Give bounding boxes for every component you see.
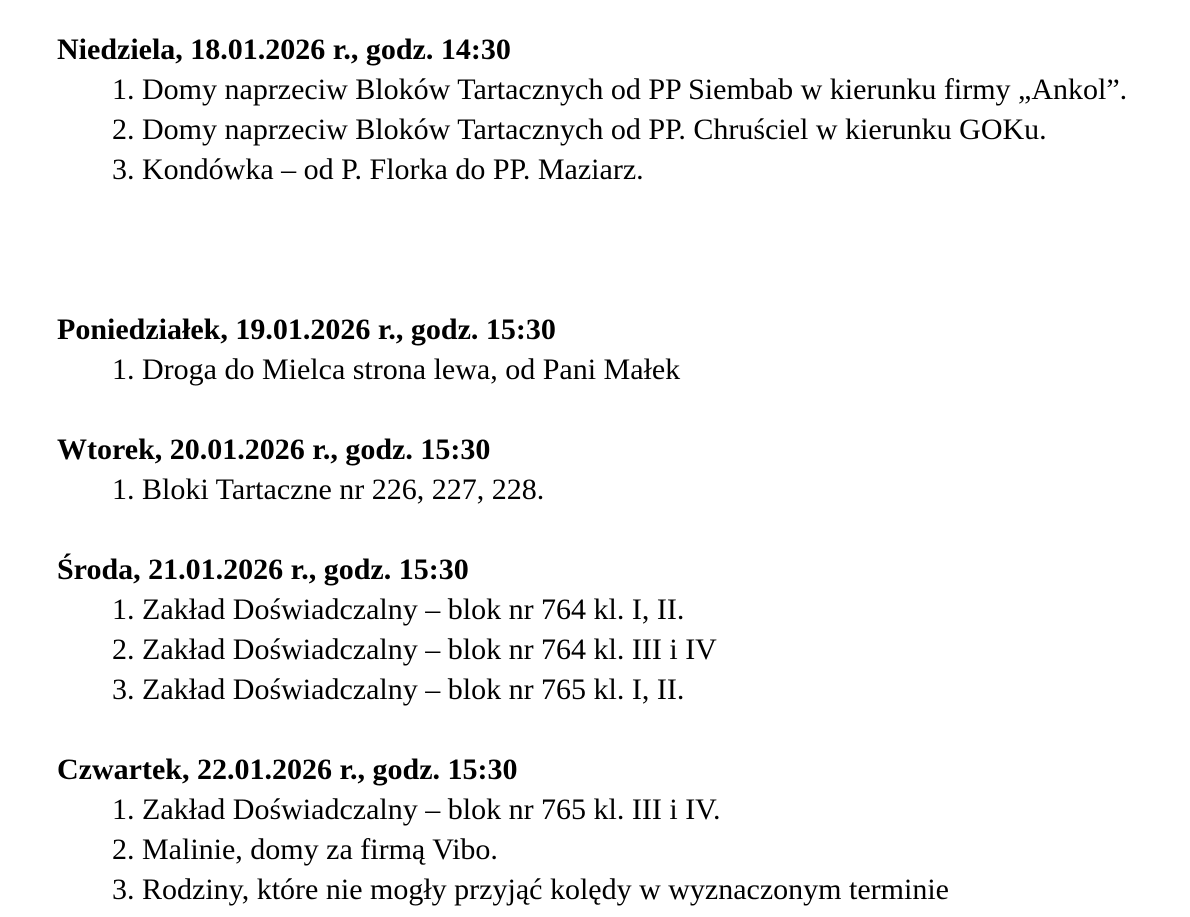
- item-text: Bloki Tartaczne nr 226, 227, 228.: [142, 473, 545, 506]
- item-text: Zakład Doświadczalny – blok nr 764 kl. III i IV: [142, 633, 717, 666]
- item-list: [57, 470, 1157, 510]
- schedule-section-wednesday: [57, 550, 1157, 710]
- section-heading: Poniedziałek, 19.01.2026 r., godz. 15:30: [57, 313, 556, 346]
- list-item: [57, 110, 1157, 150]
- item-text: Zakład Doświadczalny – blok nr 765 kl. III i IV.: [142, 793, 721, 826]
- item-text: Droga do Mielca strona lewa, od Pani Małek: [142, 353, 681, 386]
- list-item: [57, 630, 1157, 670]
- section-heading: Niedziela, 18.01.2026 r., godz. 14:30: [57, 33, 511, 66]
- item-number: 1.: [112, 353, 135, 386]
- list-item: [57, 150, 1157, 190]
- item-number: 1.: [112, 593, 135, 626]
- item-text: Domy naprzeciw Bloków Tartacznych od PP Siembab w kierunku firmy „Ankol”.: [142, 73, 1128, 106]
- item-number: 1.: [112, 73, 135, 106]
- list-item: [57, 870, 1157, 910]
- item-number: 2.: [112, 633, 135, 666]
- list-item: [57, 70, 1157, 110]
- item-text: Domy naprzeciw Bloków Tartacznych od PP. Chruściel w kierunku GOKu.: [142, 113, 1047, 146]
- schedule-section-monday: [57, 310, 1157, 390]
- section-heading: Czwartek, 22.01.2026 r., godz. 15:30: [57, 753, 518, 786]
- list-item: [57, 590, 1157, 630]
- item-number: 2.: [112, 833, 135, 866]
- item-list: [57, 70, 1157, 190]
- list-item: [57, 670, 1157, 710]
- section-heading: Środa, 21.01.2026 r., godz. 15:30: [57, 553, 469, 586]
- list-item: [57, 350, 1157, 390]
- item-text: Kondówka – od P. Florka do PP. Maziarz.: [142, 153, 644, 186]
- item-number: 3.: [112, 153, 135, 186]
- item-text: Zakład Doświadczalny – blok nr 764 kl. I, II.: [142, 593, 685, 626]
- item-list: [57, 590, 1157, 710]
- item-text: Zakład Doświadczalny – blok nr 765 kl. I, II.: [142, 673, 685, 706]
- schedule-section-sunday: [57, 30, 1157, 190]
- item-number: 2.: [112, 113, 135, 146]
- item-number: 1.: [112, 473, 135, 506]
- schedule-section-thursday: [57, 750, 1157, 910]
- list-item: [57, 830, 1157, 870]
- item-text: Rodziny, które nie mogły przyjąć kolędy w wyznaczonym terminie: [142, 873, 949, 906]
- item-number: 3.: [112, 673, 135, 706]
- list-item: [57, 790, 1157, 830]
- item-text: Malinie, domy za firmą Vibo.: [142, 833, 498, 866]
- section-heading: Wtorek, 20.01.2026 r., godz. 15:30: [57, 433, 491, 466]
- item-list: [57, 790, 1157, 910]
- item-list: [57, 350, 1157, 390]
- item-number: 3.: [112, 873, 135, 906]
- schedule-section-tuesday: [57, 430, 1157, 510]
- item-number: 1.: [112, 793, 135, 826]
- list-item: [57, 470, 1157, 510]
